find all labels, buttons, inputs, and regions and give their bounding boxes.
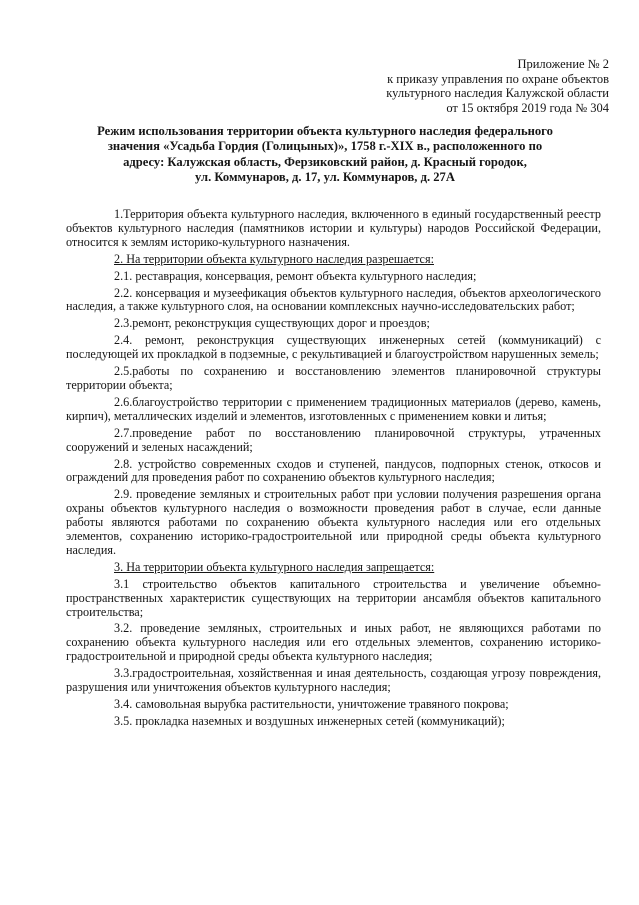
title-line-4: ул. Коммунаров, д. 17, ул. Коммунаров, д. 27А bbox=[195, 169, 455, 184]
item-2-9: 2.9. проведение земляных и строительных работ при условии получения разрешения органа охраны объектов культурного наследия о возможности проведения работ в случае, если данные работы являются работами по сохранению объекта культурного наследия или его отдельных элементов, сохранению историко-градостроительной или природной среды объекта культурного наследия. bbox=[66, 487, 601, 557]
item-3-3: 3.3.градостроительная, хозяйственная и иная деятельность, создающая угрозу повреждения, разрушения или уничтожения объектов культурного наследия; bbox=[66, 666, 601, 695]
appendix-number: Приложение № 2 bbox=[517, 57, 609, 71]
item-3-1: 3.1 строительство объектов капитального строительства и увеличение объемно-пространственных характеристик существующих на территории ансамбля объектов капитального строительства; bbox=[66, 576, 601, 619]
item-3-2: 3.2. проведение земляных, строительных и иных работ, не являющихся работами по сохранению объекта культурного наследия или его отдельных элементов, сохранению историко-градостроительной и природной среды объекта культурного наследия; bbox=[66, 621, 601, 664]
title-line-3: адресу: Калужская область, Ферзиковский район, д. Красный городок, bbox=[123, 154, 527, 169]
title-line-1: Режим использования территории объекта культурного наследия федерального bbox=[97, 124, 553, 138]
paragraph-1: 1.Территория объекта культурного наследия, включенного в единый государственный реестр объектов культурного наследия (памятников истории и культуры) народов Российской Федерации, относится к землям историко-культурного назначения. bbox=[66, 207, 601, 249]
document-body bbox=[66, 208, 601, 732]
appendix-authority: культурного наследия Калужской области bbox=[386, 86, 609, 100]
appendix-date: от 15 октября 2019 года № 304 bbox=[446, 100, 609, 115]
item-2-4: 2.4. ремонт, реконструкция существующих инженерных сетей (коммуникаций) с последующей их прокладкой в подземные, с рекультивацией и благоустройством нарушенных земель; bbox=[66, 333, 601, 362]
document-title bbox=[60, 124, 590, 185]
item-2-2: 2.2. консервация и музеефикация объектов культурного наследия, объектов археологического наследия, а также культурного слоя, на основании комплексных научно-исследовательских работ; bbox=[66, 285, 601, 314]
title-line-2: значения «Усадьба Гордия (Голицыных)», 1758 г.-XIX в., расположенного по bbox=[107, 139, 543, 154]
item-2-7: 2.7.проведение работ по восстановлению планировочной структуры, утраченных сооружений и зеленых насаждений; bbox=[66, 425, 601, 454]
item-2-6: 2.6.благоустройство территории с применением традиционных материалов (дерево, камень, кирпич), металлических изделий и элементов, изготовленных с применением ковки и литья; bbox=[66, 394, 601, 423]
item-3-4: 3.4. самовольная вырубка растительности, уничтожение травяного покрова; bbox=[114, 697, 509, 711]
section-3-heading: 3. На территории объекта культурного наследия запрещается: bbox=[114, 559, 435, 574]
appendix-order-ref: к приказу управления по охране объектов bbox=[387, 71, 609, 86]
item-3-5: 3.5. прокладка наземных и воздушных инженерных сетей (коммуникаций); bbox=[114, 713, 505, 728]
item-2-5: 2.5.работы по сохранению и восстановлению элементов планировочной структуры территории объекта; bbox=[66, 364, 601, 392]
appendix-header bbox=[309, 57, 609, 115]
section-2-heading: 2. На территории объекта культурного наследия разрешается: bbox=[114, 251, 434, 266]
item-2-8: 2.8. устройство современных сходов и ступеней, пандусов, подпорных стенок, откосов и ограждений для проведения работ по сохранению объектов культурного наследия; bbox=[66, 456, 601, 485]
item-2-3: 2.3.ремонт, реконструкция существующих дорог и проездов; bbox=[114, 316, 430, 331]
item-2-1: 2.1. реставрация, консервация, ремонт объекта культурного наследия; bbox=[114, 268, 477, 283]
